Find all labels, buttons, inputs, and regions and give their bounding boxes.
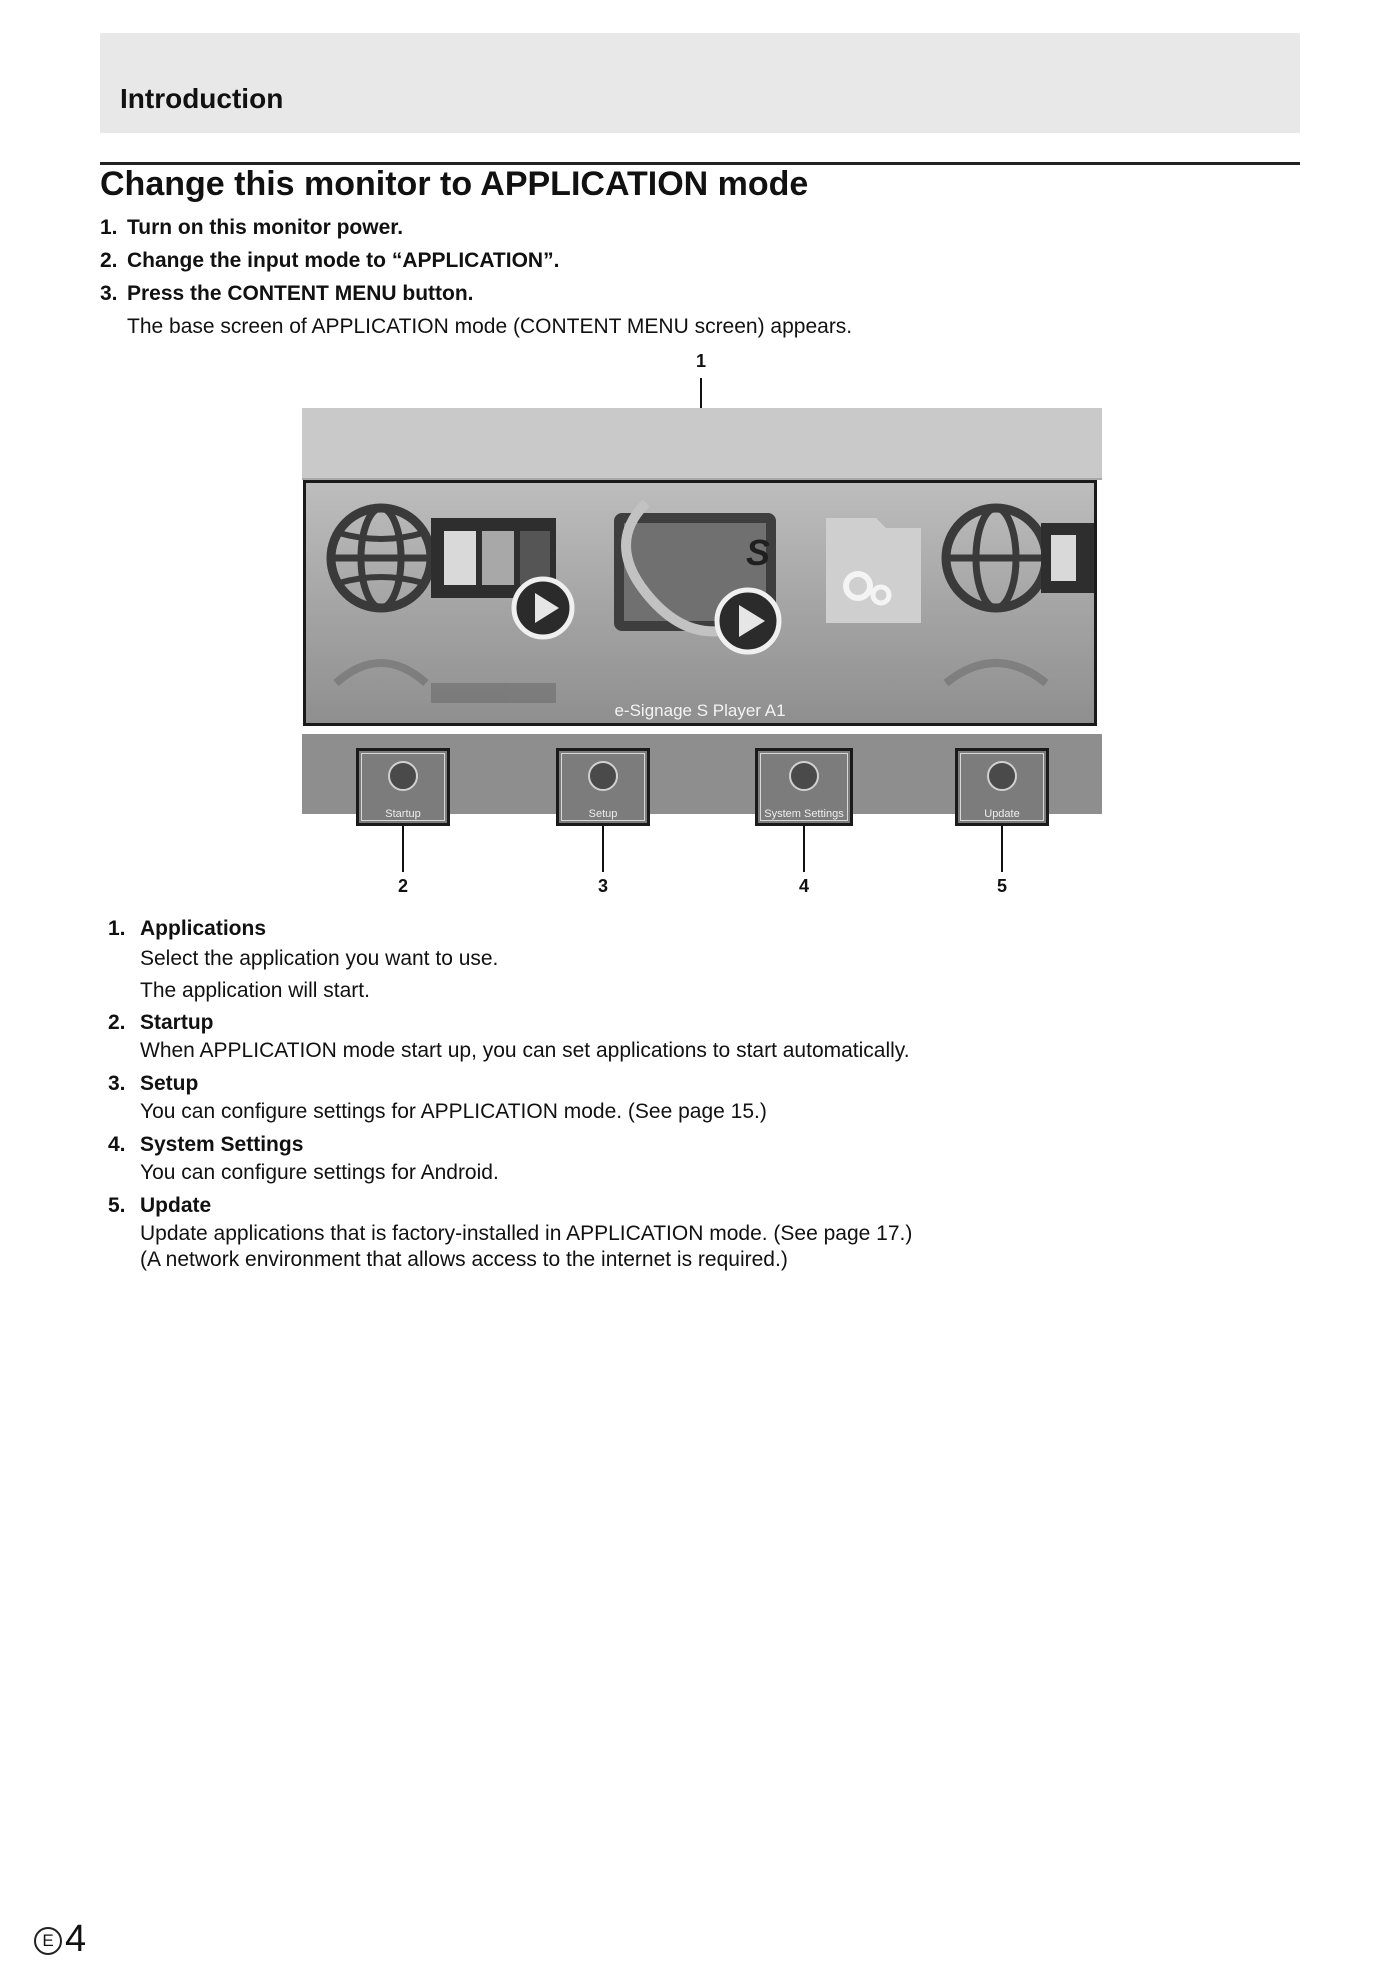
item-title: Applications [140, 917, 267, 940]
section-header-label: Introduction [120, 83, 284, 114]
tools-icon [588, 761, 618, 791]
page-footer [34, 1918, 86, 1961]
callout-3: 3 [597, 876, 608, 896]
item-number: 4. [108, 1133, 126, 1156]
folder-settings-icon [826, 518, 921, 623]
globe-icon [331, 508, 431, 608]
content-menu-screenshot [302, 408, 1102, 824]
application-icons [306, 483, 1094, 723]
startup-button[interactable] [356, 748, 450, 826]
callout-4-line [803, 826, 805, 872]
item-1-line-1: Select the application you want to use. [140, 947, 499, 970]
step-3 [100, 282, 474, 306]
callout-4: 4 [798, 876, 809, 896]
item-5-title [108, 1194, 211, 1218]
callout-3-line [602, 826, 604, 872]
setup-button[interactable] [556, 748, 650, 826]
item-4-line-1: You can configure settings for Android. [140, 1161, 499, 1184]
item-number: 1. [108, 917, 126, 940]
reflection [336, 663, 1046, 703]
item-1-title [108, 917, 266, 941]
item-2-line-1: When APPLICATION mode start up, you can set applications to start automatically. [140, 1039, 910, 1062]
system-settings-button[interactable] [755, 748, 853, 826]
step-2 [100, 249, 559, 273]
globe-icon [946, 508, 1094, 608]
update-button-label: Update [984, 808, 1020, 820]
item-title: Update [140, 1194, 212, 1217]
section-header [100, 33, 1300, 133]
item-number: 3. [108, 1072, 126, 1095]
step-number: 2. [100, 249, 118, 272]
system-settings-button-label: System Settings [764, 808, 844, 820]
callout-5: 5 [996, 876, 1007, 896]
page-number: 4 [65, 1918, 87, 1960]
step-text: Press the CONTENT MENU button. [127, 282, 474, 305]
step-note: The base screen of APPLICATION mode (CONTENT MENU screen) appears. [127, 315, 853, 338]
language-mark: E [34, 1927, 62, 1955]
step-1 [100, 216, 403, 240]
callout-5-line [1001, 826, 1003, 872]
item-title: Setup [140, 1072, 199, 1095]
step-number: 1. [100, 216, 118, 239]
item-5-line-2: (A network environment that allows access to the internet is required.) [140, 1248, 788, 1271]
item-number: 2. [108, 1011, 126, 1034]
callout-2-line [402, 826, 404, 872]
play-icon [717, 590, 779, 652]
screen-top-bar [302, 408, 1102, 478]
callout-1: 1 [695, 351, 706, 371]
step-text: Turn on this monitor power. [127, 216, 404, 239]
page-title: Change this monitor to APPLICATION mode [100, 165, 809, 203]
applications-area[interactable] [303, 480, 1097, 726]
download-icon [987, 761, 1017, 791]
timer-icon [388, 761, 418, 791]
item-title: System Settings [140, 1133, 304, 1156]
item-4-title [108, 1133, 303, 1157]
item-3-title [108, 1072, 198, 1096]
play-icon [514, 579, 572, 637]
update-button[interactable] [955, 748, 1049, 826]
step-text: Change the input mode to “APPLICATION”. [127, 249, 560, 272]
step-number: 3. [100, 282, 118, 305]
svg-text:S: S [746, 532, 771, 573]
setup-button-label: Setup [588, 808, 618, 820]
item-2-title [108, 1011, 214, 1035]
startup-button-label: Startup [385, 808, 421, 820]
item-5-line-1: Update applications that is factory-installed in APPLICATION mode. (See page 17.) [140, 1222, 913, 1245]
gear-icon [789, 761, 819, 791]
callout-2: 2 [397, 876, 408, 896]
item-number: 5. [108, 1194, 126, 1217]
item-1-line-2: The application will start. [140, 979, 370, 1002]
item-title: Startup [140, 1011, 214, 1034]
app-name-label: e-Signage S Player A1 [614, 701, 786, 720]
item-3-line-1: You can configure settings for APPLICATION mode. (See page 15.) [140, 1100, 767, 1123]
